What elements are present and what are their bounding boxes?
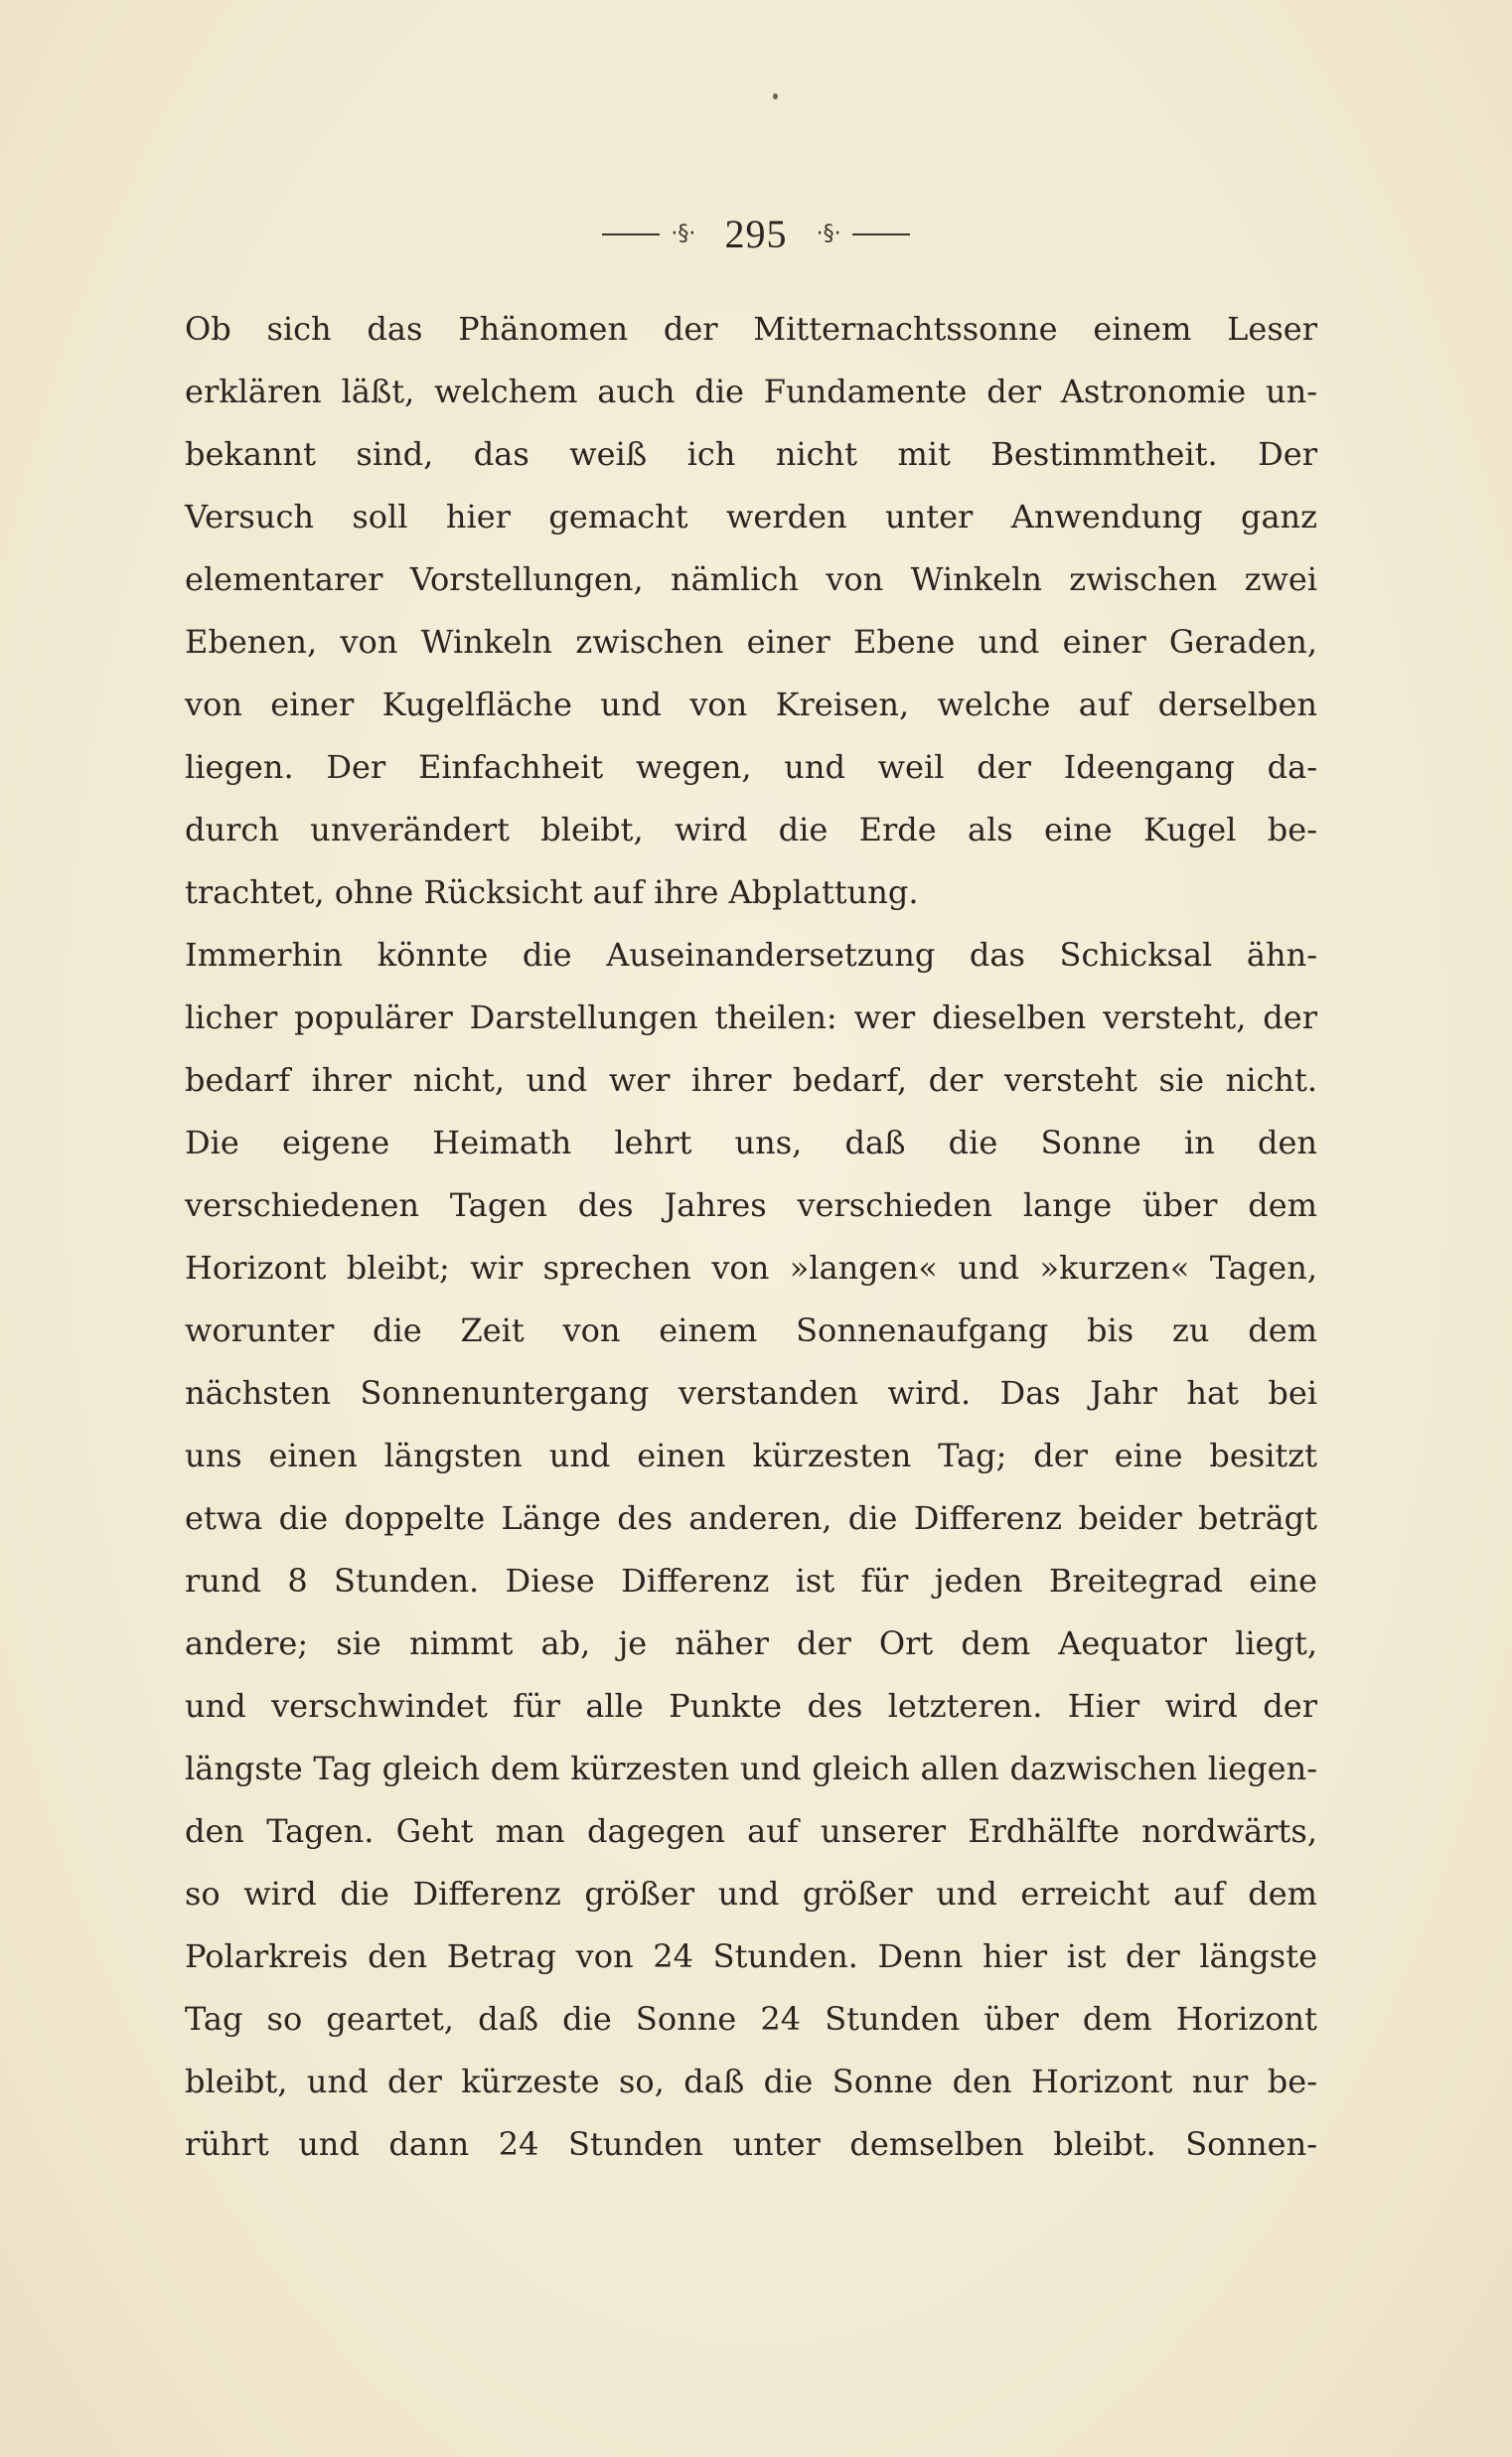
text-line: worunter die Zeit von einem Sonnenaufgang bis zu dem [185,1311,1317,1349]
text-line: etwa die doppelte Länge des anderen, die Differenz beider beträgt [185,1499,1317,1537]
text-line: erklären läßt, welchem auch die Fundamente der Astronomie un- [185,373,1317,410]
body-text [185,298,1317,2176]
text-line: Die eigene Heimath lehrt uns, daß die Sonne in den [185,1124,1317,1161]
text-line: bedarf ihrer nicht, und wer ihrer bedarf, der versteht sie nicht. [185,1061,1317,1099]
header-rule-left [602,233,660,235]
header-rule-right [852,233,910,235]
text-line: rund 8 Stunden. Diese Differenz ist für jeden Breitegrad eine [185,1562,1317,1600]
ink-speck [773,93,778,99]
text-line: Tag so geartet, daß die Sonne 24 Stunden über dem Horizont [185,2000,1317,2038]
text-line: Horizont bleibt; wir sprechen von »langen« und »kurzen« Tagen, [185,1249,1317,1287]
text-line: Immerhin könnte die Auseinandersetzung das Schicksal ähn- [185,936,1317,974]
text-line: andere; sie nimmt ab, je näher der Ort dem Aequator liegt, [185,1624,1317,1662]
text-line: trachtet, ohne Rücksicht auf ihre Abplattung. [185,873,919,911]
header-ornament-right: ·§· [816,222,841,246]
text-line: von einer Kugelfläche und von Kreisen, welche auf derselben [185,686,1317,723]
text-line: so wird die Differenz größer und größer und erreicht auf dem [185,1875,1317,1913]
text-line: Polarkreis den Betrag von 24 Stunden. Denn hier ist der längste [185,1937,1317,1975]
page-header [0,211,1512,270]
text-line: bleibt, und der kürzeste so, daß die Sonne den Horizont nur be- [185,2063,1317,2100]
text-line: und verschwindet für alle Punkte des letzteren. Hier wird der [185,1687,1317,1725]
text-line: rührt und dann 24 Stunden unter demselben bleibt. Sonnen- [185,2125,1317,2163]
text-line: licher populärer Darstellungen theilen: wer dieselben versteht, der [185,998,1317,1036]
text-line: verschiedenen Tagen des Jahres verschieden lange über dem [185,1186,1317,1224]
page-number: 295 [724,212,788,256]
text-line: nächsten Sonnenuntergang verstanden wird. Das Jahr hat bei [185,1374,1317,1412]
text-line: elementarer Vorstellungen, nämlich von Winkeln zwischen zwei [185,560,1317,598]
text-line: Ebenen, von Winkeln zwischen einer Ebene und einer Geraden, [185,623,1317,661]
text-line: Versuch soll hier gemacht werden unter Anwendung ganz [185,498,1317,536]
text-line: Ob sich das Phänomen der Mitternachtssonne einem Leser [185,310,1317,348]
text-line: liegen. Der Einfachheit wegen, und weil der Ideengang da- [185,748,1317,786]
text-line: bekannt sind, das weiß ich nicht mit Bestimmtheit. Der [185,435,1317,473]
text-line: durch unverändert bleibt, wird die Erde als eine Kugel be- [185,811,1317,848]
header-ornament-left: ·§· [671,222,696,246]
text-line: längste Tag gleich dem kürzesten und gleich allen dazwischen liegen- [185,1750,1317,1787]
text-line: den Tagen. Geht man dagegen auf unserer Erdhälfte nordwärts, [185,1812,1317,1850]
text-line: uns einen längsten und einen kürzesten Tag; der eine besitzt [185,1437,1317,1474]
